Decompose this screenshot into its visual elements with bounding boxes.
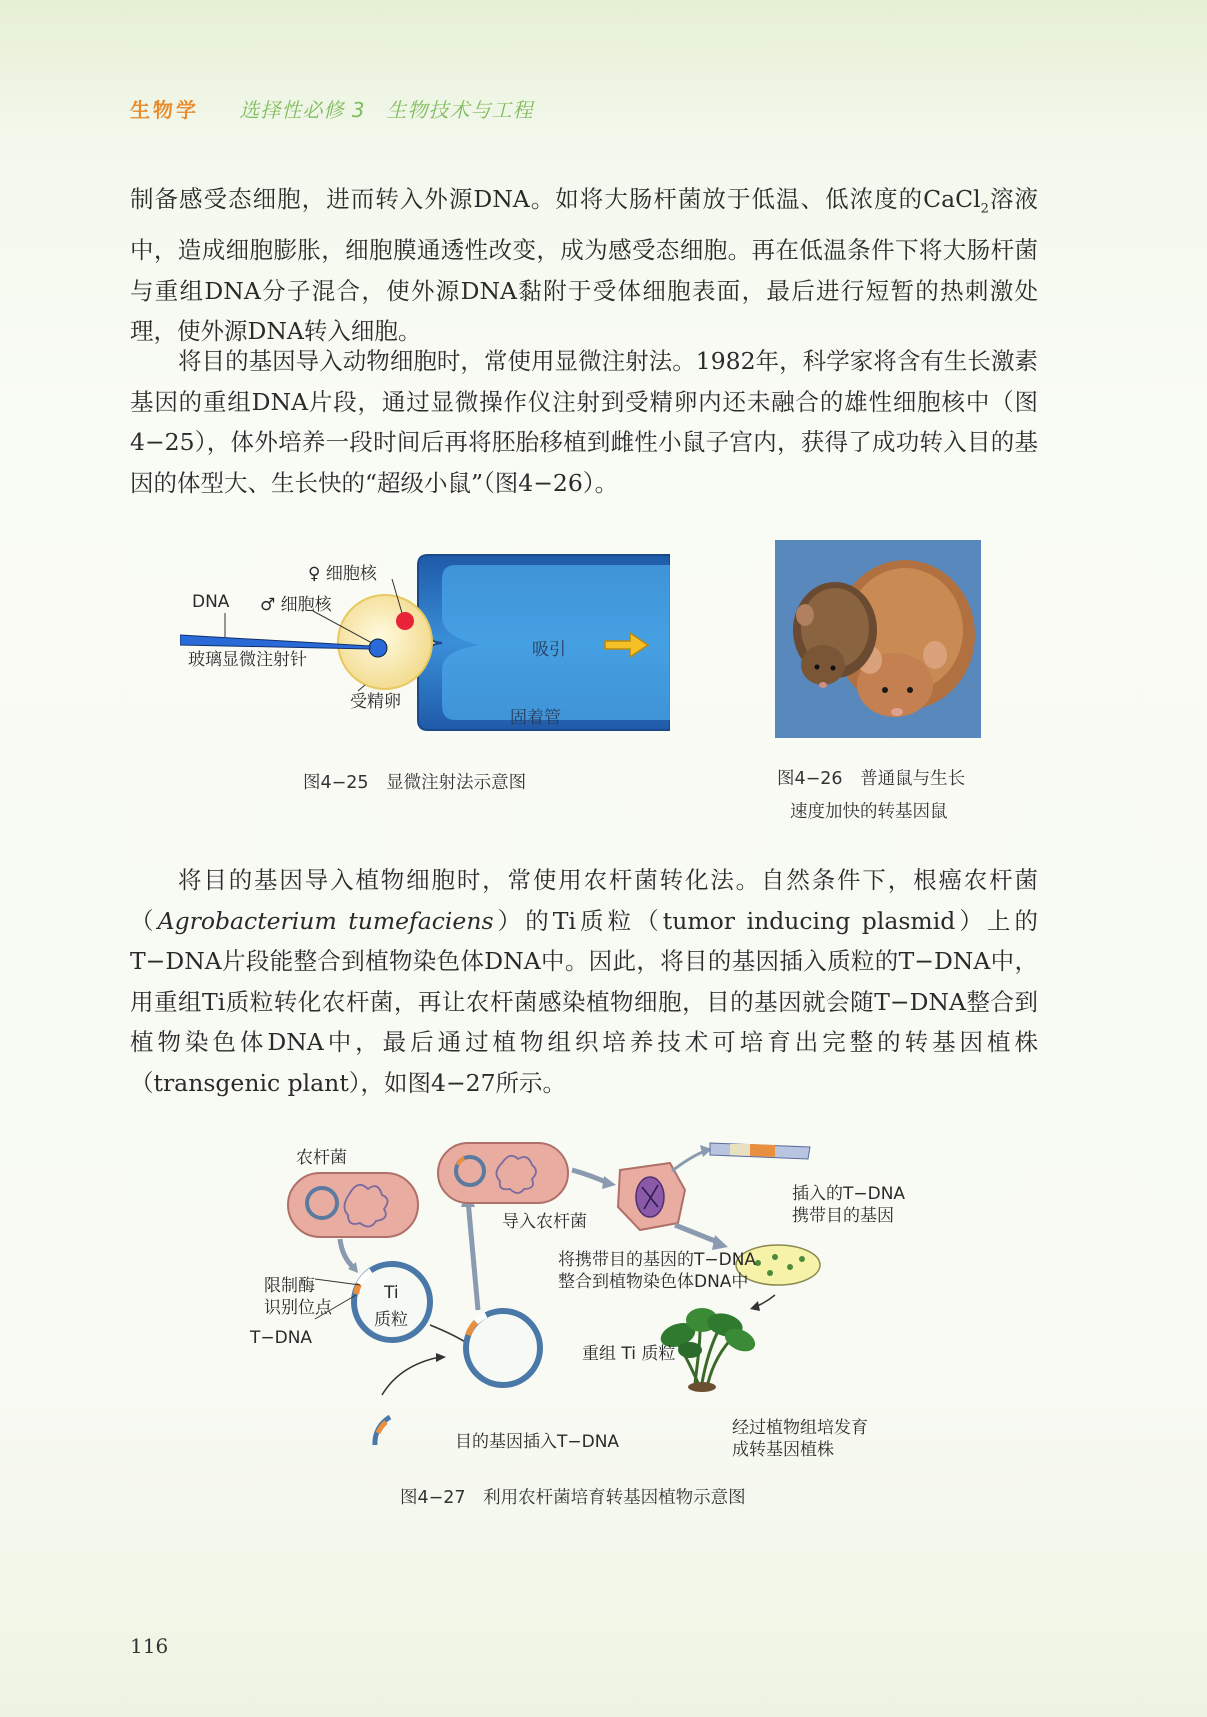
figure-microinjection [180, 545, 670, 745]
label-injection-needle: 玻璃显微注射针 [188, 650, 307, 670]
female-nucleus [396, 612, 414, 630]
male-nucleus [369, 639, 387, 657]
paragraph-microinjection: 将目的基因导入动物细胞时，常使用显微注射法。1982年，科学家将含有生长激素基因的重组DNA片段，通过显微操作仪注射到受精卵内还未融合的雄性细胞核中（图4−25），体外培养一段时间后再将胚胎移植到雌性小鼠子宫内，获得了成功转入目的基因的体型大、生长快的“超级小鼠”（图4−26）。 [130, 347, 1038, 497]
figure-caption: 图4−27 利用农杆菌培育转基因植物示意图 [400, 1488, 746, 1508]
label-integrate-line1: 将携带目的基因的T−DNA [558, 1250, 757, 1270]
paragraph-text: ）的Ti质粒（tumor inducing plasmid）上的T−DNA片段能整合到植物染色体DNA中。因此，将目的基因插入质粒的T−DNA中，用重组Ti质粒转化农杆菌，再让农杆菌感染植物细胞，目的基因就会随T−DNA整合到植物染色体DNA中，最后通过植物组织培养技术可培育出完整的转基因植株（transgenic plant），如图4−27所示。 [130, 906, 1039, 1097]
label-plasmid: 质粒 [374, 1310, 408, 1330]
paragraph-text: 制备感受态细胞，进而转入外源DNA。如将大肠杆菌放于低温、低浓度的CaCl [130, 185, 981, 213]
label-inserted-tdna-line2: 携带目的基因 [792, 1206, 894, 1226]
label-culture-line1: 经过植物组培发育 [732, 1418, 868, 1438]
label-agrobacterium: 农杆菌 [296, 1148, 347, 1168]
label-recombinant-ti: 重组 Ti 质粒 [582, 1344, 676, 1364]
header-book-title: 选择性必修 3 生物技术与工程 [239, 98, 534, 122]
label-restriction-site-line1: 限制酶 [264, 1276, 315, 1296]
paragraph-competent-cells [130, 179, 1038, 352]
paragraph-text: 将目的基因导入植物细胞时，常使用农杆菌转化法。自然条件下，根癌农杆菌（ [130, 866, 1038, 935]
species-name: Agrobacterium tumefaciens [157, 906, 494, 935]
label-holding-pipette: 固着管 [510, 708, 561, 728]
figure-caption: 图4−25 显微注射法示意图 [303, 773, 527, 793]
label-female-nucleus: ♀ 细胞核 [308, 564, 377, 584]
label-insert-gene: 目的基因插入T−DNA [455, 1432, 620, 1452]
mice-photo [775, 540, 981, 738]
label-tdna: T−DNA [250, 1328, 313, 1348]
page-number: 116 [130, 1634, 169, 1658]
paragraph-text: 溶液中，造成细胞膨胀，细胞膜通透性改变，成为感受态细胞。再在低温条件下将大肠杆菌与重组DNA分子混合，使外源DNA黏附于受体细胞表面，最后进行短暂的热刺激处理，使外源DNA转入细胞。 [130, 185, 1038, 346]
label-ti: Ti [384, 1283, 399, 1303]
photo-transgenic-mice [775, 540, 981, 738]
label-culture-line2: 成转基因植株 [732, 1440, 834, 1460]
figure-caption-line2: 速度加快的转基因鼠 [790, 802, 948, 822]
figure-caption-line1: 图4−26 普通鼠与生长 [777, 769, 966, 789]
header-subject: 生物学 [130, 98, 199, 122]
label-into-agrobacterium: 导入农杆菌 [502, 1212, 587, 1232]
subscript: 2 [980, 201, 989, 217]
label-male-nucleus: ♂ 细胞核 [260, 595, 332, 615]
label-dna: DNA [192, 592, 230, 612]
label-integrate-line2: 整合到植物染色体DNA中 [558, 1272, 749, 1292]
label-fertilized-egg: 受精卵 [350, 692, 401, 712]
figure-agrobacterium-transformation [230, 1135, 930, 1460]
label-restriction-site-line2: 识别位点 [264, 1298, 332, 1318]
paragraph-agrobacterium [130, 860, 1038, 1103]
running-header [130, 94, 533, 123]
label-suction: 吸引 [532, 640, 566, 660]
label-inserted-tdna-line1: 插入的T−DNA [792, 1184, 906, 1204]
